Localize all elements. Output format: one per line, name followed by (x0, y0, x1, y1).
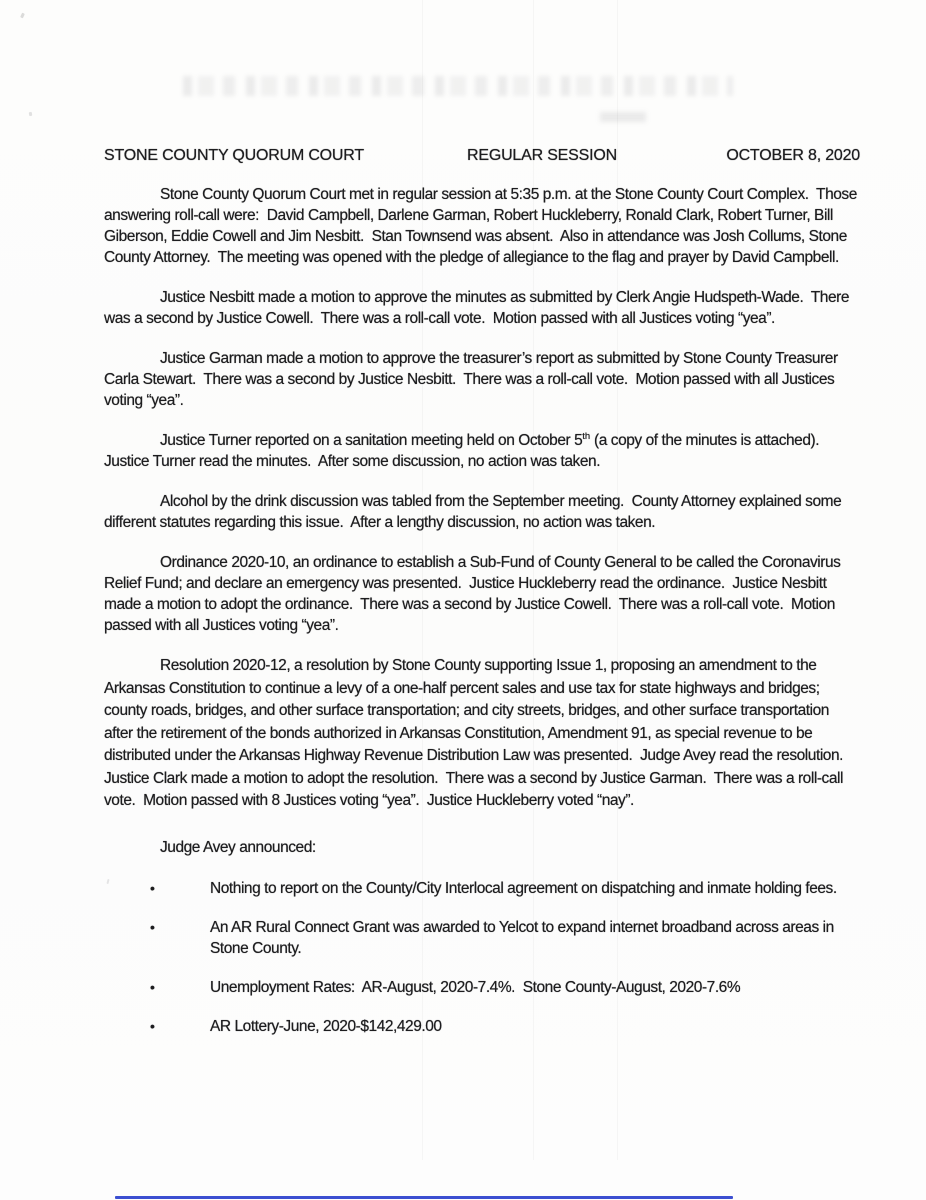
session-date: OCTOBER 8, 2020 (726, 147, 860, 164)
sanitation-text-before: Justice Turner reported on a sanitation meeting held on October 5 (160, 432, 583, 449)
sanitation-text-after: (a copy of the minutes is attached). Justice Turner read the minutes. After some discussion, no action was taken. (104, 432, 827, 470)
announcement-lead: Judge Avey announced: (160, 838, 316, 856)
bottom-accent-line (115, 1196, 733, 1199)
paragraph-sanitation-meeting (104, 430, 860, 472)
document-header (104, 147, 860, 167)
paragraph-ordinance-2020-10: Ordinance 2020-10, an ordinance to establish a Sub-Fund of County General to be called the Coronavirus Relief Fund; and declare an emergency was presented. Justice Huckleberry read the ordinance. Justice Nesbitt made a motion to adopt the ordinance. There was a second by Justice Cowell. There was a roll-call vote. Motion passed with all Justices voting “yea”. (104, 554, 845, 634)
paragraph-alcohol-discussion: Alcohol by the drink discussion was tabled from the September meeting. County Attorney explained some different statutes regarding this issue. After a lengthy discussion, no action was taken. (104, 493, 846, 531)
bullet-icon: • (150, 1017, 155, 1034)
list-item-unemployment-rates (150, 977, 860, 998)
bullet-icon: • (150, 978, 155, 995)
list-item-ar-lottery (150, 1016, 860, 1037)
bleed-through-smudge (600, 112, 646, 122)
session-type: REGULAR SESSION (467, 147, 617, 164)
list-item-text: Unemployment Rates: AR-August, 2020-7.4%. Stone County-August, 2020-7.6% (210, 978, 741, 996)
scan-speck-artifact (29, 112, 33, 116)
bleed-through-text-artifact (183, 76, 733, 96)
paragraph-minutes-approval: Justice Nesbitt made a motion to approve the minutes as submitted by Clerk Angie Hudspeth-Wade. There was a second by Justice Cowell. There was a roll-call vote. Motion passed with all Justices voting “yea”. (104, 289, 853, 327)
scan-speck-artifact (20, 13, 25, 19)
list-item-interlocal (150, 878, 860, 899)
list-item-text: Nothing to report on the County/City Interlocal agreement on dispatching and inmate holding fees. (210, 879, 837, 897)
ordinal-superscript: th (582, 430, 591, 442)
document-body (104, 184, 860, 1055)
paragraph-roll-call: Stone County Quorum Court met in regular session at 5:35 p.m. at the Stone County Court Complex. Those answering roll-call were: David Campbell, Darlene Garman, Robert Huckleberry, Ronald Clark, Robert Turner, Bill Giberson, Eddie Cowell and Jim Nesbitt. Stan Townsend was absent. Also in attendance was Josh Collums, Stone County Attorney. The meeting was opened with the pledge of allegiance to the flag and prayer by David Campbell. (104, 186, 861, 266)
bullet-icon: • (150, 918, 155, 935)
bullet-icon: • (150, 879, 155, 896)
paragraph-resolution-2020-12: Resolution 2020-12, a resolution by Stone County supporting Issue 1, proposing an amendment to the Arkansas Constitution to continue a levy of a one-half percent sales and use tax for state highways and bridges; county roads, bridges, and other surface transportation; and city streets, bridges, and other surface transportation after the retirement of the bonds authorized in Arkansas Constitution, Amendment 91, as special revenue to be distributed under the Arkansas Highway Revenue Distribution Law was presented. Judge Avey read the resolution. Justice Clark made a motion to adopt the resolution. There was a second by Justice Garman. There was a roll-call vote. Motion passed with 8 Justices voting “yea”. Justice Huckleberry voted “nay”. (104, 657, 851, 809)
list-item-rural-connect-grant (150, 917, 860, 959)
announcement-list (104, 878, 860, 1037)
paragraph-treasurer-report: Justice Garman made a motion to approve the treasurer’s report as submitted by Stone County Treasurer Carla Stewart. There was a second by Justice Nesbitt. There was a roll-call vote. Motion passed with all Justices voting “yea”. (104, 350, 842, 409)
court-name: STONE COUNTY QUORUM COURT (104, 147, 364, 164)
list-item-text: AR Lottery-June, 2020-$142,429.00 (210, 1017, 442, 1035)
list-item-text: An AR Rural Connect Grant was awarded to Yelcot to expand internet broadband across areas in Stone County. (210, 918, 838, 957)
